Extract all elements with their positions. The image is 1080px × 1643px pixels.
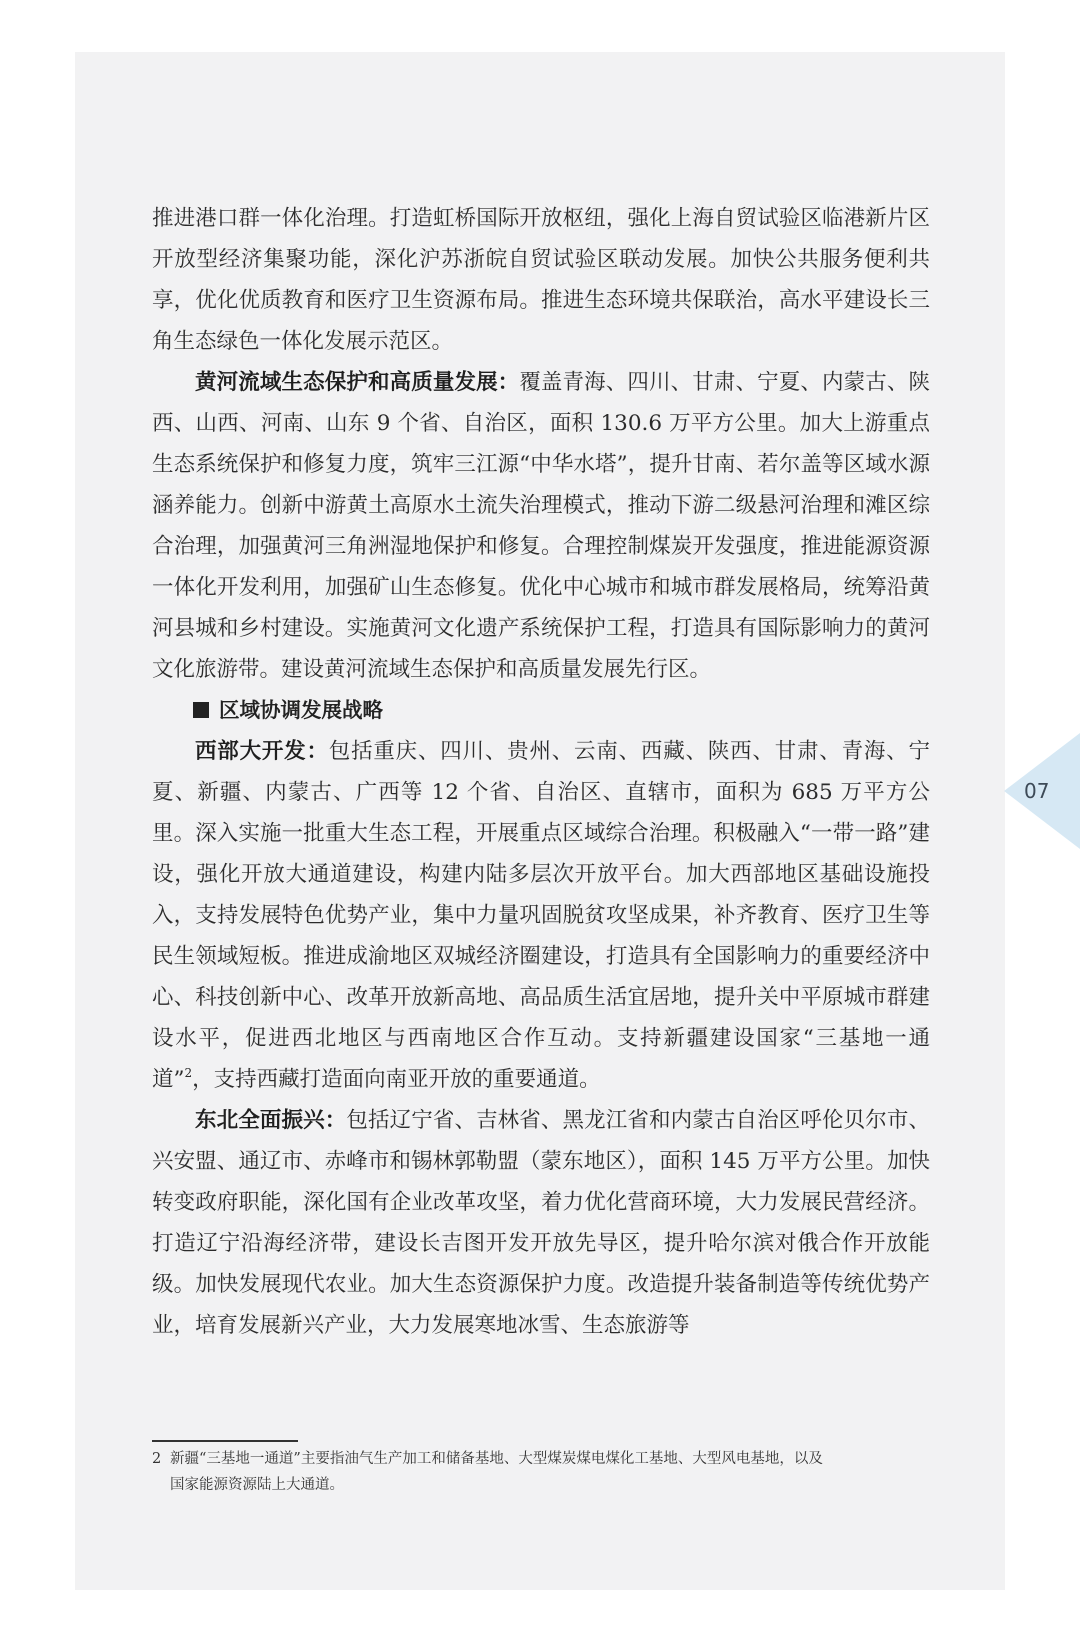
footnote-reference[interactable]: 2 xyxy=(184,1066,193,1080)
footnote-number: 2 xyxy=(152,1451,162,1467)
paragraph-text-yellow-river: 覆盖青海、四川、甘肃、宁夏、内蒙古、陕西、山西、河南、山东 9 个省、自治区，面积 130.6 万平方公里。加大上游重点生态系统保护和修复力度，筑牢三江源“中华水塔”，提升甘南、若尔盖等区域水源涵养能力。创新中游黄土高原水土流失治理模式，推动下游二级悬河治理和滩区综合治理，加强黄河三角洲湿地保护和修复。合理控制煤炭开发强度，推进能源资源一体化开发利用，加强矿山生态修复。优化中心城市和城市群发展格局，统筹沿黄河县城和乡村建设。实施黄河文化遗产系统保护工程，打造具有国际影响力的黄河文化旅游带。建设黄河流域生态保护和高质量发展先行区。 xyxy=(152,370,930,682)
paragraph-lead-yellow-river: 黄河流域生态保护和高质量发展： xyxy=(195,370,520,395)
footnote xyxy=(152,1446,930,1498)
footnote-line-1 xyxy=(152,1446,930,1472)
paragraph-northeast-revitalization xyxy=(152,1100,930,1346)
body-text xyxy=(152,198,930,1346)
paragraph-yangtze-delta: 推进港口群一体化治理。打造虹桥国际开放枢纽，强化上海自贸试验区临港新片区开放型经济集聚功能，深化沪苏浙皖自贸试验区联动发展。加快公共服务便利共享，优化优质教育和医疗卫生资源布局。推进生态环境共保联治，高水平建设长三角生态绿色一体化发展示范区。 xyxy=(152,206,930,354)
footnote-divider xyxy=(152,1440,298,1442)
square-bullet-icon xyxy=(193,702,209,718)
paragraph-lead-western-development: 西部大开发： xyxy=(195,739,329,764)
footnote-line-2: 国家能源资源陆上大通道。 xyxy=(170,1477,344,1493)
paragraph-text-western-development: 包括重庆、四川、贵州、云南、西藏、陕西、甘肃、青海、宁夏、新疆、内蒙古、广西等 12 个省、自治区、直辖市，面积为 685 万平方公里。深入实施一批重大生态工程，开展重点区域综合治理。积极融入“一带一路”建设，强化开放大通道建设，构建内陆多层次开放平台。加大西部地区基础设施投入，支持发展特色优势产业，集中力量巩固脱贫攻坚成果，补齐教育、医疗卫生等民生领域短板。推进成渝地区双城经济圈建设，打造具有全国影响力的重要经济中心、科技创新中心、改革开放新高地、高品质生活宜居地，提升关中平原城市群建设水平，促进西北地区与西南地区合作互动。支持新疆建设国家“三基地一通道” xyxy=(152,739,930,1092)
paragraph-western-development xyxy=(152,731,930,1100)
section-heading-text: 区域协调发展战略 xyxy=(219,698,383,722)
page-number: 07 xyxy=(1024,779,1050,803)
paragraph-text-western-development-end: ，支持西藏打造面向南亚开放的重要通道。 xyxy=(192,1067,601,1092)
paragraph-yellow-river xyxy=(152,362,930,690)
paragraph-text-northeast: 包括辽宁省、吉林省、黑龙江省和内蒙古自治区呼伦贝尔市、兴安盟、通辽市、赤峰市和锡林郭勒盟（蒙东地区），面积 145 万平方公里。加快转变政府职能，深化国有企业改革攻坚，着力优化营商环境，大力发展民营经济。打造辽宁沿海经济带，建设长吉图开发开放先导区，提升哈尔滨对俄合作开放能级。加快发展现代农业。加大生态资源保护力度。改造提升装备制造等传统优势产业，培育发展新兴产业，大力发展寒地冰雪、生态旅游等 xyxy=(152,1108,930,1338)
paragraph-lead-northeast: 东北全面振兴： xyxy=(195,1108,347,1133)
footnote-text-1: 新疆“三基地一通道”主要指油气生产加工和储备基地、大型煤炭煤电煤化工基地、大型风电基地，以及 xyxy=(170,1451,823,1467)
section-heading xyxy=(152,690,930,731)
